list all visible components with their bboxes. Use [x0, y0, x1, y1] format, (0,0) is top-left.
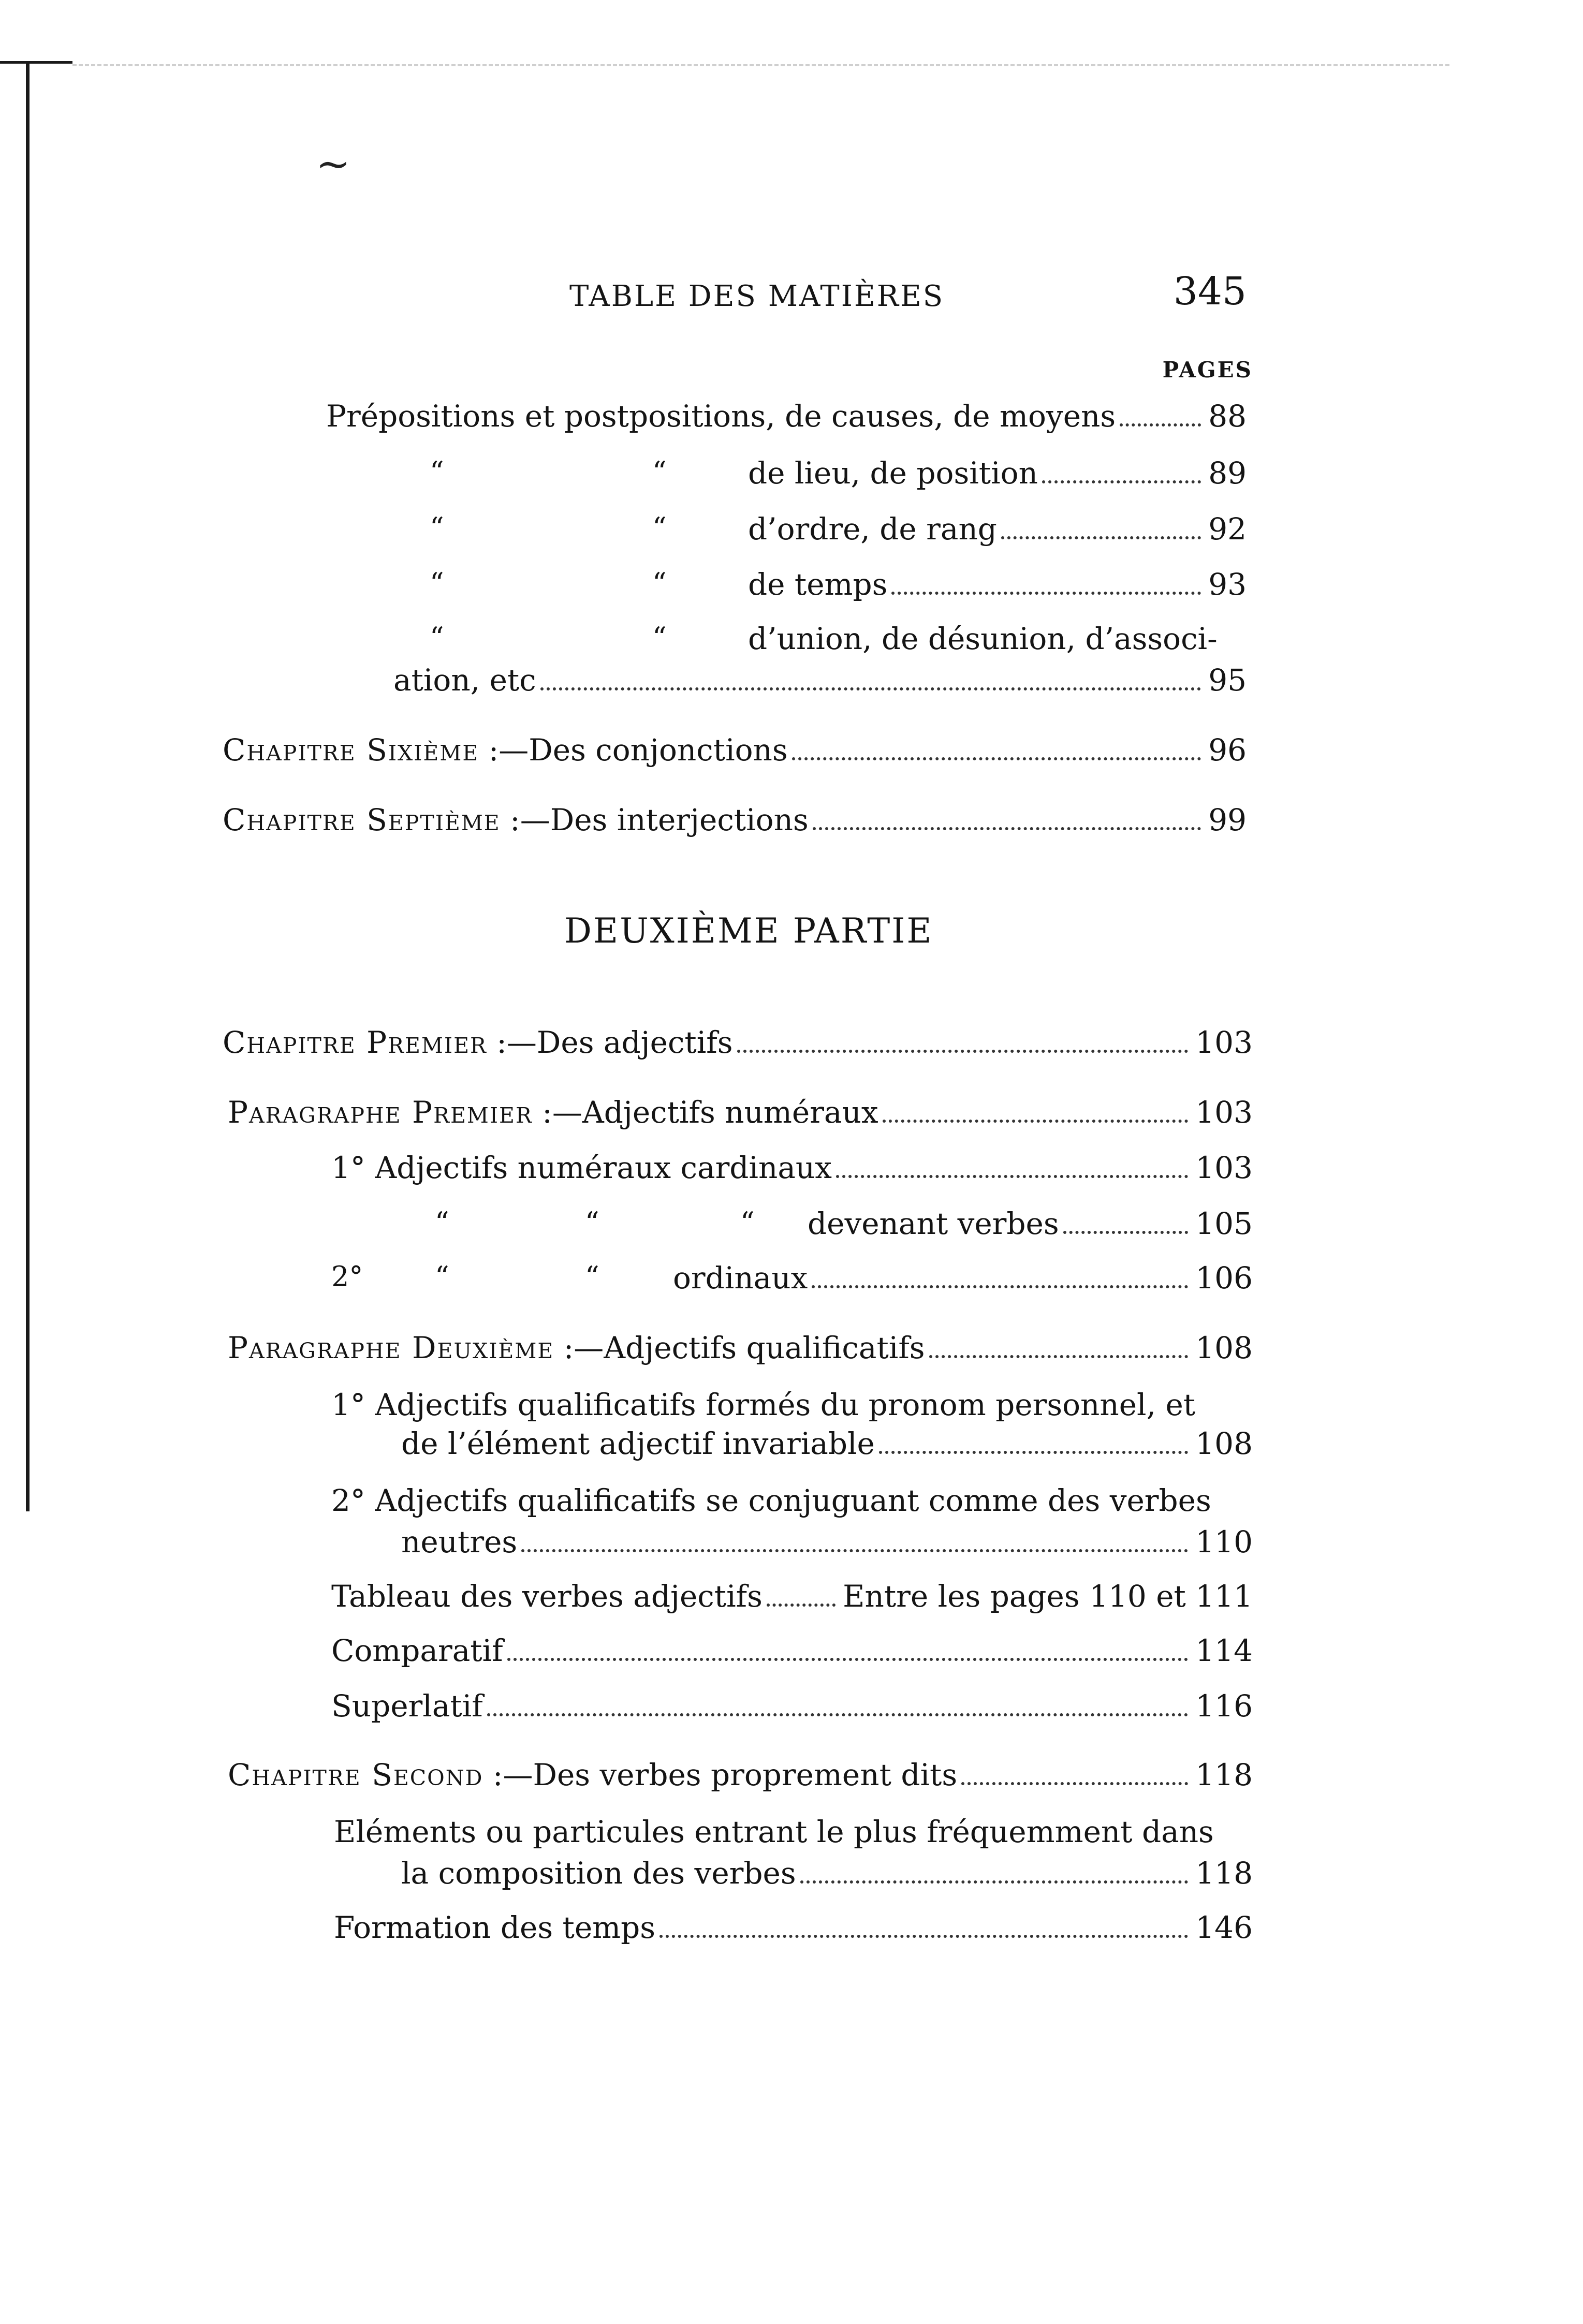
toc-entry	[808, 1206, 1253, 1241]
toc-entry-label: Prépositions et postpositions, de causes, de moyens	[326, 399, 1116, 434]
toc-entry-page: 106	[1195, 1260, 1253, 1296]
chapter-entry	[228, 1757, 1253, 1792]
toc-entry-label: neutres	[401, 1524, 518, 1560]
dot-leader	[1001, 536, 1201, 539]
toc-entry-label: Eléments ou particules entrant le plus fréquemment dans	[334, 1814, 1214, 1849]
toc-entry-label: Superlatif	[331, 1688, 483, 1724]
ordinal-prefix: 2°	[331, 1260, 363, 1293]
paragraph-entry	[228, 1095, 1253, 1130]
toc-entry	[331, 1579, 1253, 1614]
ditto-mark: “	[430, 455, 444, 488]
ditto-mark: “	[435, 1260, 449, 1293]
dot-leader	[891, 592, 1201, 595]
dot-leader	[800, 1880, 1189, 1884]
toc-entry-line	[331, 1387, 1195, 1422]
toc-entry	[748, 511, 1247, 547]
chapter-entry	[223, 802, 1247, 837]
toc-entry-page: 96	[1208, 732, 1247, 768]
toc-entry-label: 1° Adjectifs qualificatifs formés du pronom personnel, et	[331, 1387, 1196, 1422]
dot-leader	[961, 1782, 1188, 1785]
ditto-mark: “	[652, 455, 667, 488]
ditto-mark: “	[435, 1206, 449, 1239]
toc-entry-page: 108	[1195, 1426, 1253, 1461]
chapter-heading: Chapitre Second	[228, 1757, 483, 1792]
paragraph-heading: Paragraphe Deuxième	[228, 1330, 554, 1365]
paragraph-entry	[228, 1330, 1253, 1365]
toc-entry-label: 2° Adjectifs qualificatifs se conjuguant comme des verbes	[331, 1483, 1211, 1518]
toc-entry-label: de lieu, de position	[748, 455, 1038, 491]
dot-leader	[487, 1713, 1189, 1716]
toc-entry-label: 1° Adjectifs numéraux cardinaux	[331, 1150, 832, 1185]
ditto-mark: “	[430, 621, 444, 654]
section-title: DEUXIÈME PARTIE	[564, 911, 933, 951]
toc-entry-label: la composition des verbes	[401, 1856, 796, 1891]
dot-leader	[929, 1355, 1189, 1358]
paragraph-title: :—Adjectifs numéraux	[532, 1095, 878, 1130]
toc-entry-label: Comparatif	[331, 1633, 503, 1668]
toc-entry	[748, 567, 1247, 602]
toc-entry-page: 146	[1195, 1910, 1253, 1945]
dot-leader	[792, 757, 1201, 760]
dot-leader	[521, 1549, 1188, 1552]
ditto-mark: “	[585, 1260, 599, 1293]
toc-entry-page: 116	[1195, 1688, 1253, 1724]
toc-entry-page: 99	[1208, 802, 1247, 837]
dot-leader	[813, 827, 1201, 830]
ditto-mark: “	[652, 567, 667, 599]
chapter-heading: Chapitre Premier	[223, 1025, 487, 1060]
toc-entry-label: devenant verbes	[808, 1206, 1059, 1241]
toc-entry-page: 103	[1195, 1150, 1253, 1185]
dot-leader	[507, 1658, 1189, 1661]
toc-entry	[331, 1150, 1253, 1185]
toc-entry-label: d’ordre, de rang	[748, 511, 997, 547]
toc-entry-page: 95	[1208, 663, 1247, 698]
toc-entry-line	[748, 621, 1218, 656]
toc-entry-page: 108	[1195, 1330, 1253, 1365]
ditto-mark: “	[740, 1206, 755, 1239]
chapter-entry	[223, 1025, 1253, 1060]
toc-entry	[331, 1688, 1253, 1724]
toc-entry	[401, 1426, 1253, 1461]
toc-entry-page: 110	[1195, 1524, 1253, 1560]
toc-entry	[393, 663, 1247, 698]
scan-edge-top	[0, 61, 72, 64]
toc-entry-label: ation, etc	[393, 663, 536, 698]
scan-dash-top	[72, 64, 1449, 66]
paragraph-heading: Paragraphe Premier	[228, 1095, 533, 1130]
toc-entry-page: 92	[1208, 511, 1247, 547]
dot-leader	[1063, 1231, 1189, 1234]
dot-leader	[836, 1175, 1188, 1178]
chapter-title: :—Des interjections	[500, 802, 809, 837]
ditto-mark: “	[430, 567, 444, 599]
toc-entry	[673, 1260, 1253, 1296]
dot-leader	[659, 1935, 1188, 1938]
dot-leader	[883, 1120, 1189, 1123]
toc-entry	[401, 1856, 1253, 1891]
dot-leader	[812, 1285, 1188, 1288]
ditto-mark: “	[652, 621, 667, 654]
toc-entry-page: 114	[1195, 1633, 1253, 1668]
page-number: 345	[1173, 269, 1247, 314]
pages-column-label: PAGES	[1162, 357, 1253, 383]
toc-entry-line	[331, 1483, 1211, 1518]
chapter-entry	[223, 732, 1247, 768]
toc-entry	[331, 1633, 1253, 1668]
toc-entry-label: ordinaux	[673, 1260, 808, 1296]
toc-entry-label: Tableau des verbes adjectifs	[331, 1579, 763, 1614]
toc-entry-page: 89	[1208, 455, 1247, 491]
ditto-mark: “	[585, 1206, 599, 1239]
ditto-mark: “	[430, 511, 444, 544]
chapter-heading: Chapitre Sixième	[223, 732, 479, 768]
toc-entry-note: Entre les pages 110 et	[843, 1579, 1186, 1614]
toc-entry-page: 118	[1195, 1757, 1253, 1792]
toc-entry-page: 88	[1208, 399, 1247, 434]
toc-entry	[401, 1524, 1253, 1560]
chapter-title: :—Des conjonctions	[479, 732, 788, 768]
dot-leader	[1042, 480, 1201, 483]
toc-entry	[748, 455, 1247, 491]
toc-entry-page: 103	[1195, 1025, 1253, 1060]
dot-leader	[737, 1050, 1189, 1053]
toc-entry-label: d’union, de désunion, d’associ-	[748, 621, 1218, 656]
toc-entry-page: 118	[1195, 1856, 1253, 1891]
paragraph-title: :—Adjectifs qualificatifs	[554, 1330, 925, 1365]
dot-leader	[767, 1604, 836, 1607]
toc-entry-line	[334, 1814, 1214, 1849]
running-title: TABLE DES MATIÈRES	[569, 280, 945, 313]
toc-entry-page: 103	[1195, 1095, 1253, 1130]
ink-mark: ~	[316, 140, 351, 188]
dot-leader	[879, 1451, 1188, 1454]
scan-edge-left	[26, 62, 30, 1511]
dot-leader	[540, 687, 1201, 690]
ditto-mark: “	[652, 511, 667, 544]
toc-entry-label: de l’élément adjectif invariable	[401, 1426, 875, 1461]
toc-entry	[326, 399, 1247, 434]
dot-leader	[1120, 423, 1201, 426]
toc-entry-label: Formation des temps	[334, 1910, 656, 1945]
toc-entry-page: 93	[1208, 567, 1247, 602]
toc-entry-page: 105	[1195, 1206, 1253, 1241]
chapter-title: :—Des verbes proprement dits	[483, 1757, 958, 1792]
toc-entry	[334, 1910, 1253, 1945]
toc-entry-label: de temps	[748, 567, 888, 602]
chapter-title: :—Des adjectifs	[487, 1025, 733, 1060]
chapter-heading: Chapitre Septième	[223, 802, 501, 837]
toc-entry-page: 111	[1195, 1579, 1253, 1614]
